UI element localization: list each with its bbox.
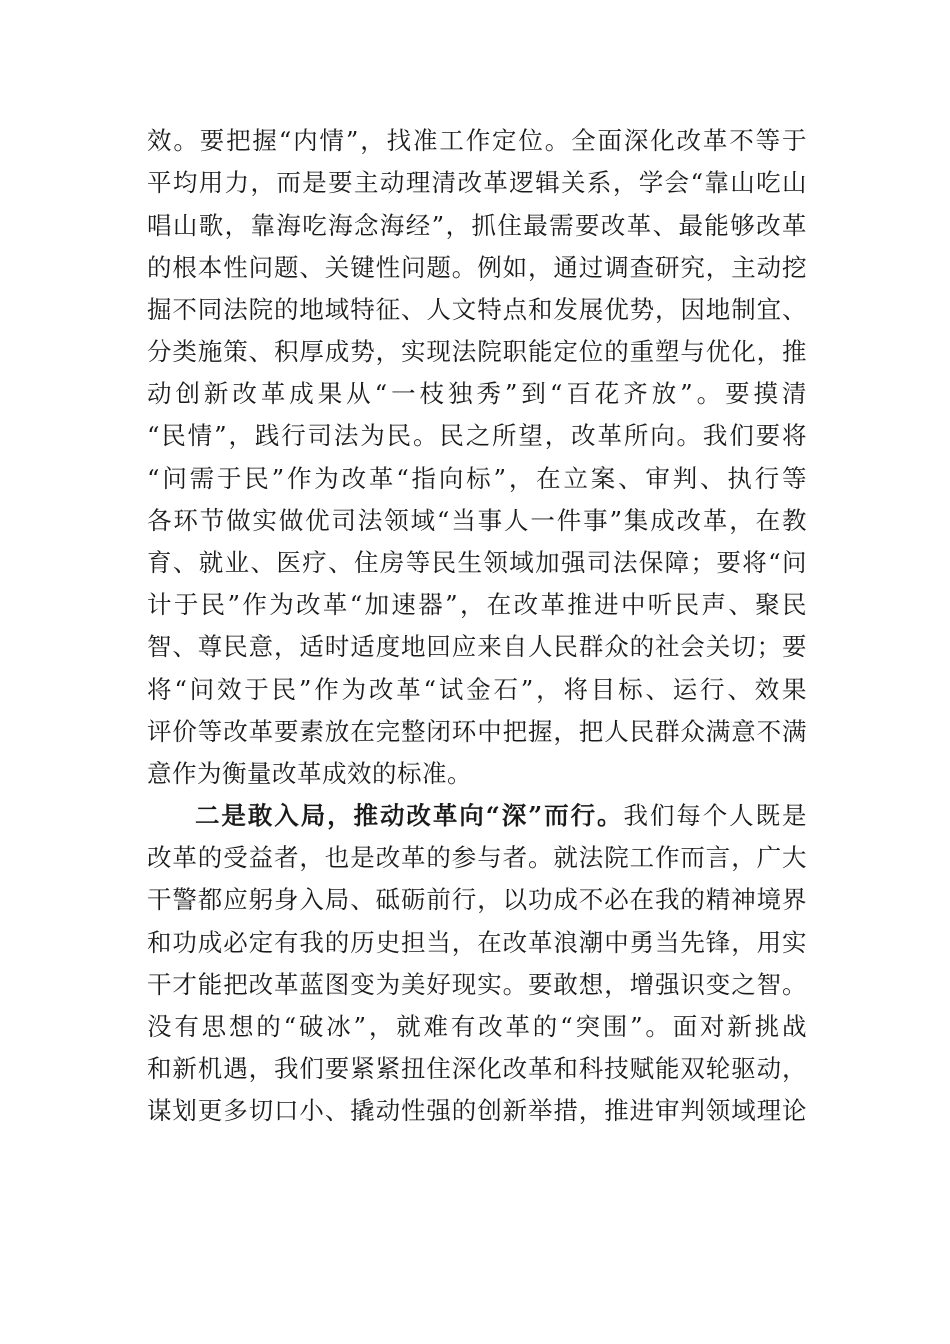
section-heading-rest: 我们每个人既是 xyxy=(623,801,807,830)
text-line: 各环节做实做优司法领域“当事人一件事”集成改革，在教 xyxy=(147,506,807,535)
text-line: 干才能把改革蓝图变为美好现实。要敢想，增强识变之智。 xyxy=(147,970,807,999)
text-line: 意作为衡量改革成效的标准。 xyxy=(147,759,472,788)
text-line: 和功成必定有我的历史担当，在改革浪潮中勇当先锋，用实 xyxy=(147,928,807,957)
text-line: 分类施策、积厚成势，实现法院职能定位的重塑与优化，推 xyxy=(147,337,807,366)
text-line: 将“问效于民”作为改革“试金石”，将目标、运行、效果 xyxy=(147,675,807,704)
section-heading-line xyxy=(195,796,807,836)
text-line: 的根本性问题、关键性问题。例如，通过调查研究，主动挖 xyxy=(147,253,807,282)
text-line: 评价等改革要素放在完整闭环中把握，把人民群众满意不满 xyxy=(147,717,807,746)
text-line: “民情”，践行司法为民。民之所望，改革所向。我们要将 xyxy=(147,421,807,450)
section-heading-bold: 二是敢入局，推动改革向“深”而行。 xyxy=(195,801,624,830)
text-line: 干警都应躬身入局、砥砺前行，以功成不必在我的精神境界 xyxy=(147,885,807,914)
text-line: 没有思想的“破冰”，就难有改革的“突围”。面对新挑战 xyxy=(147,1012,807,1041)
text-line: 动创新改革成果从“一枝独秀”到“百花齐放”。要摸清 xyxy=(147,379,807,408)
text-line: 改革的受益者，也是改革的参与者。就法院工作而言，广大 xyxy=(147,843,807,872)
text-line: 和新机遇，我们要紧紧扭住深化改革和科技赋能双轮驱动， xyxy=(147,1054,807,1083)
text-line: 平均用力，而是要主动理清改革逻辑关系，学会“靠山吃山 xyxy=(147,168,807,197)
text-line: 谋划更多切口小、撬动性强的创新举措，推进审判领域理论 xyxy=(147,1096,807,1125)
text-line: 唱山歌，靠海吃海念海经”，抓住最需要改革、最能够改革 xyxy=(147,211,807,240)
text-line: 智、尊民意，适时适度地回应来自人民群众的社会关切；要 xyxy=(147,632,807,661)
text-line: 育、就业、医疗、住房等民生领域加强司法保障；要将“问 xyxy=(147,548,807,577)
text-line: 计于民”作为改革“加速器”，在改革推进中听民声、聚民 xyxy=(147,590,807,619)
text-line: 掘不同法院的地域特征、人文特点和发展优势，因地制宜、 xyxy=(147,295,807,324)
text-line: 效。要把握“内情”，找准工作定位。全面深化改革不等于 xyxy=(147,126,807,155)
text-line: “问需于民”作为改革“指向标”，在立案、审判、执行等 xyxy=(147,464,807,493)
